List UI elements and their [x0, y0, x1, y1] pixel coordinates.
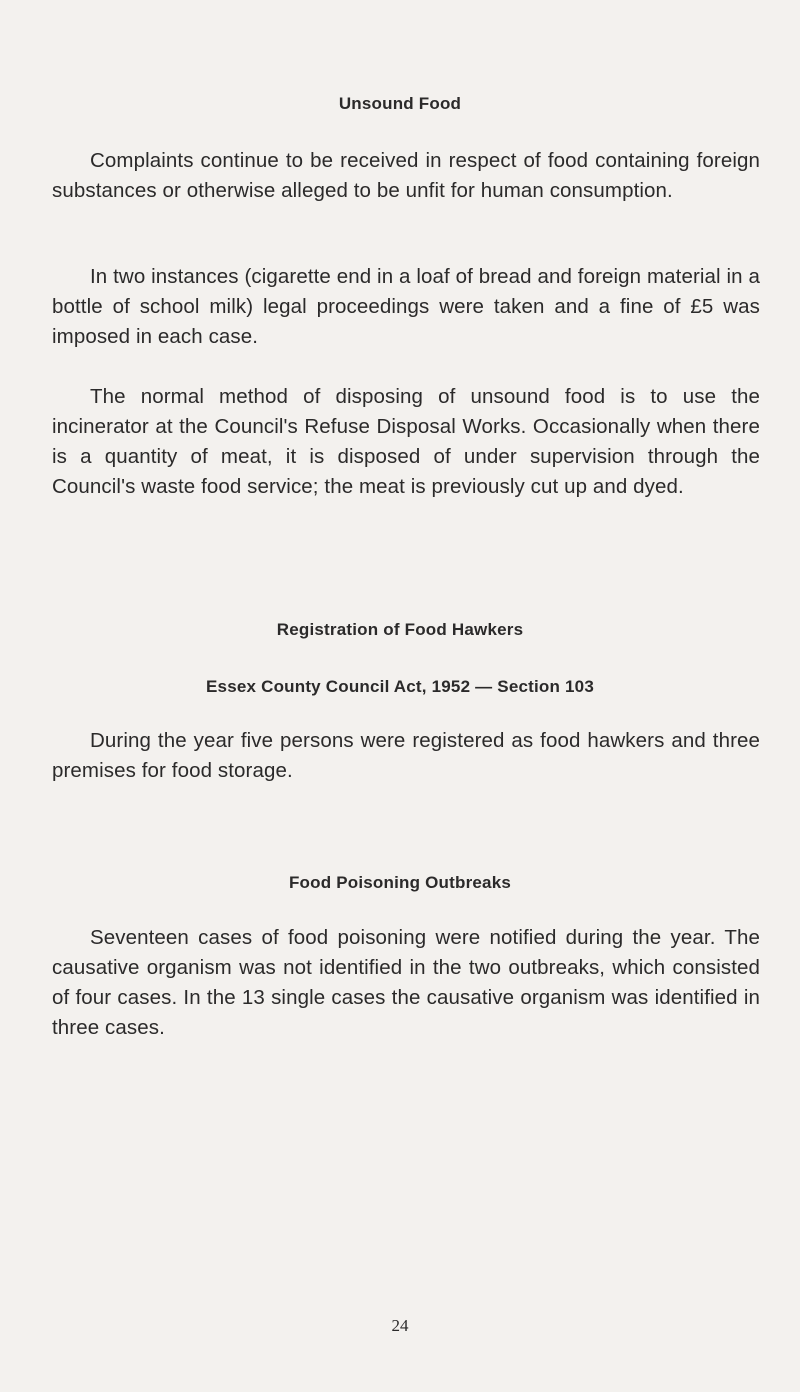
hawkers-paragraph: During the year five persons were registered as food hawkers and three premises for food storage.	[52, 729, 760, 782]
hawkers-heading: Registration of Food Hawkers	[276, 620, 524, 639]
page-number: 24	[391, 1316, 409, 1335]
hawkers-subheading: Essex County Council Act, 1952 — Section 103	[206, 677, 594, 696]
unsound-food-paragraph-3: The normal method of disposing of unsound food is to use the incinerator at the Council's Refuse Disposal Works. Occasionally when there is a quantity of meat, it is disposed of under supervision through the Council's waste food service; the meat is previously cut up and dyed.	[52, 385, 760, 498]
unsound-food-paragraph-1: Complaints continue to be received in respect of food containing foreign substances or otherwise alleged to be unfit for human consumption.	[52, 149, 760, 202]
food-poisoning-paragraph: Seventeen cases of food poisoning were notified during the year. The causative organism was not identified in the two outbreaks, which consisted of four cases. In the 13 single cases the causative organism was identified in three cases.	[52, 926, 760, 1039]
unsound-food-paragraph-2: In two instances (cigarette end in a loaf of bread and foreign material in a bottle of school milk) legal proceedings were taken and a fine of £5 was imposed in each case.	[52, 265, 760, 348]
unsound-food-heading: Unsound Food	[338, 94, 462, 113]
food-poisoning-heading: Food Poisoning Outbreaks	[288, 873, 512, 892]
